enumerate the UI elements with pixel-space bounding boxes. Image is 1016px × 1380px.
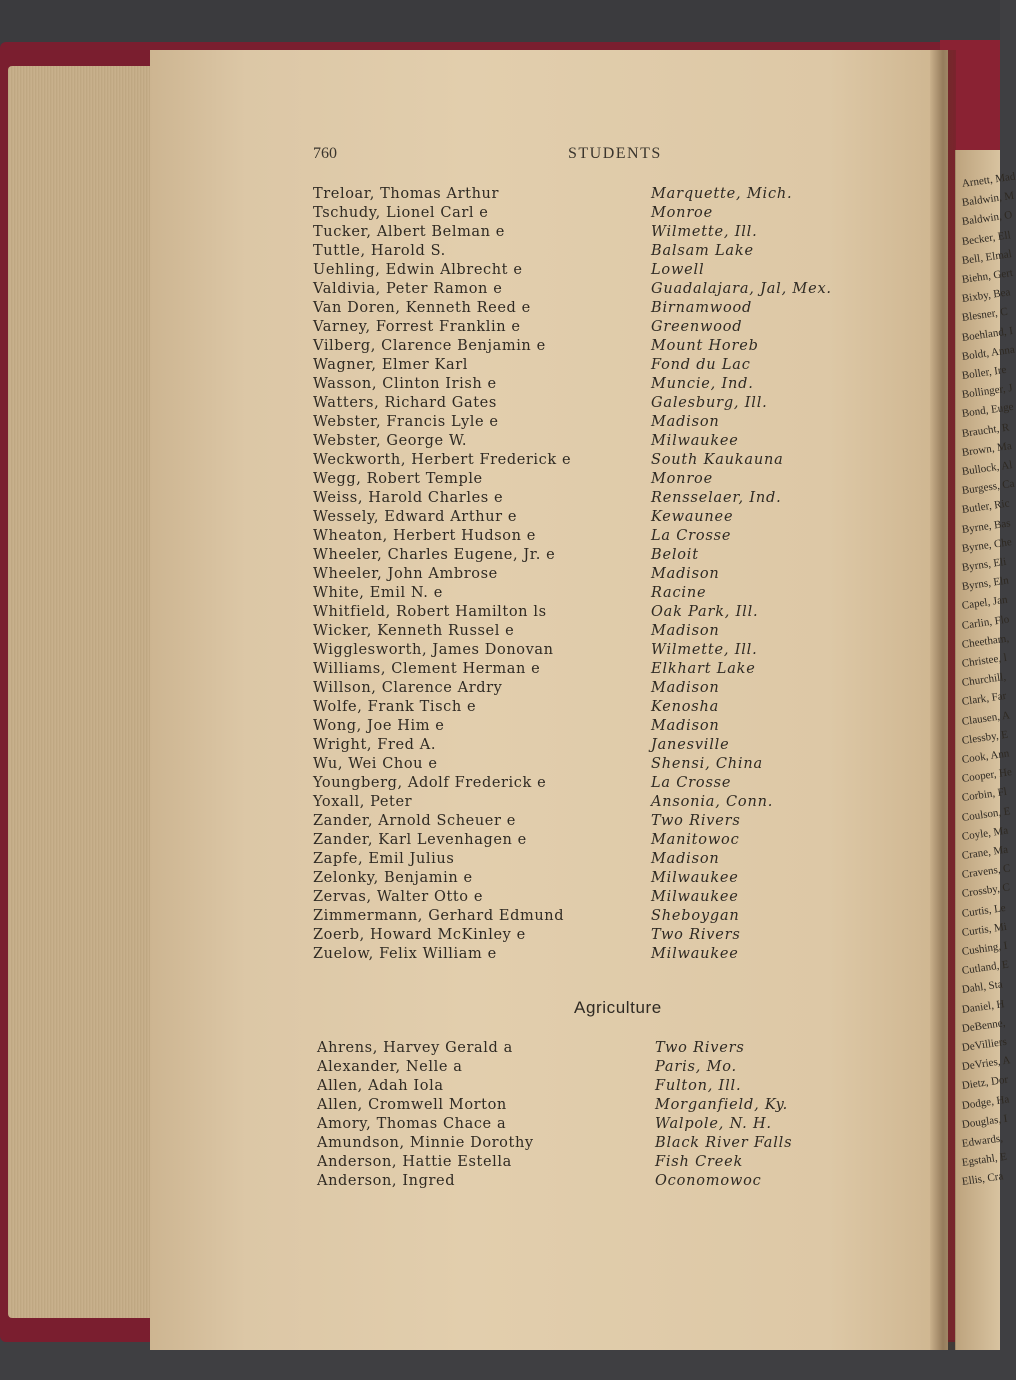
adjacent-page-line: Cooper, He xyxy=(961,766,1013,786)
entry-place: Milwaukee xyxy=(651,889,739,905)
entry-place: Two Rivers xyxy=(651,927,741,943)
entry-place: Kewaunee xyxy=(651,509,734,525)
entry-place: Wilmette, Ill. xyxy=(651,642,758,658)
entry-place: Black River Falls xyxy=(655,1135,793,1151)
adjacent-page-line: Burgess, Ca xyxy=(961,477,1016,498)
entry-name: Tucker, Albert Belman e xyxy=(313,224,505,240)
entry-name: Wegg, Robert Temple xyxy=(313,471,483,487)
entry-name: Uehling, Edwin Albrecht e xyxy=(313,262,523,278)
entry-name: Allen, Cromwell Morton xyxy=(317,1097,507,1113)
entry-name: Zelonky, Benjamin e xyxy=(313,870,473,886)
adjacent-page-line: Christee, l xyxy=(961,651,1008,670)
adjacent-page-line: Baldwin, O xyxy=(961,209,1014,229)
adjacent-page-line: Byrns, Eli xyxy=(961,555,1008,574)
adjacent-page-line: Curtis, Le xyxy=(961,901,1007,920)
adjacent-page-line: Cheetham, xyxy=(961,632,1010,651)
background xyxy=(0,0,1000,48)
entry-name: Wheaton, Herbert Hudson e xyxy=(313,528,536,544)
entry-name: Zimmermann, Gerhard Edmund xyxy=(313,908,565,924)
adjacent-page-line: Edwards, xyxy=(961,1132,1004,1150)
entry-name: Webster, Francis Lyle e xyxy=(313,414,499,430)
adjacent-page-line: Dahl, Sta xyxy=(961,978,1004,997)
entry-place: Oconomowoc xyxy=(655,1173,762,1189)
entry-place: Fulton, Ill. xyxy=(655,1078,742,1094)
entry-name: Zervas, Walter Otto e xyxy=(313,889,484,905)
entry-name: Wu, Wei Chou e xyxy=(313,756,438,772)
entry-name: Wolfe, Frank Tisch e xyxy=(313,699,477,715)
page-number: 760 xyxy=(313,145,337,162)
entry-name: Vilberg, Clarence Benjamin e xyxy=(313,338,546,354)
entry-name: Zoerb, Howard McKinley e xyxy=(313,927,526,943)
entry-place: Marquette, Mich. xyxy=(651,186,793,202)
adjacent-page-line: Cook, Ann xyxy=(961,747,1011,766)
adjacent-page-line: Douglas, I xyxy=(961,1112,1009,1131)
adjacent-page-line: Daniel, H xyxy=(961,997,1006,1016)
entry-place: Fish Creek xyxy=(655,1154,744,1170)
entry-place: Rensselaer, Ind. xyxy=(651,490,782,506)
adjacent-page-line: Arnett, Mad xyxy=(961,170,1016,190)
entry-name: Treloar, Thomas Arthur xyxy=(313,186,499,202)
adjacent-page-line: Cushing, I xyxy=(961,939,1009,958)
adjacent-page-line: Braucht, R xyxy=(961,421,1011,440)
adjacent-page-line: Dodge, Ha xyxy=(961,1093,1011,1112)
entry-name: Whitfield, Robert Hamilton ls xyxy=(313,604,547,620)
entry-name: Yoxall, Peter xyxy=(313,794,413,810)
entry-name: Williams, Clement Herman e xyxy=(313,661,541,677)
entry-name: Zapfe, Emil Julius xyxy=(313,851,455,867)
entry-name: Wasson, Clinton Irish e xyxy=(313,376,497,392)
entry-place: Fond du Lac xyxy=(651,357,751,373)
entry-place: Balsam Lake xyxy=(651,243,754,259)
entry-place: Guadalajara, Jal, Mex. xyxy=(651,281,832,297)
adjacent-page-line: Churchill, xyxy=(961,671,1007,690)
entry-name: Amundson, Minnie Dorothy xyxy=(317,1135,534,1151)
entry-name: Wheeler, Charles Eugene, Jr. e xyxy=(313,547,556,563)
entry-name: Amory, Thomas Chace a xyxy=(317,1116,507,1132)
entry-name: Valdivia, Peter Ramon e xyxy=(313,281,503,297)
entry-place: Two Rivers xyxy=(655,1040,745,1056)
entry-name: Wong, Joe Him e xyxy=(313,718,445,734)
entry-name: Allen, Adah Iola xyxy=(317,1078,444,1094)
entry-name: Webster, George W. xyxy=(313,433,468,449)
entry-name: Zander, Arnold Scheuer e xyxy=(313,813,516,829)
entry-name: Zander, Karl Levenhagen e xyxy=(313,832,527,848)
entry-place: Ansonia, Conn. xyxy=(651,794,774,810)
entry-name: Watters, Richard Gates xyxy=(313,395,497,411)
entry-place: Two Rivers xyxy=(651,813,741,829)
adjacent-page-line: Boller, Ire xyxy=(961,363,1008,382)
adjacent-page-line: Clark, Far xyxy=(961,690,1008,709)
entry-place: Elkhart Lake xyxy=(651,661,756,677)
adjacent-page-line: Bollinger, J xyxy=(961,382,1014,402)
adjacent-page-line: DeBenne, xyxy=(961,1016,1007,1035)
entry-name: Wessely, Edward Arthur e xyxy=(313,509,518,525)
adjacent-page-line: Boldt, Anna xyxy=(961,343,1016,363)
entry-name: White, Emil N. e xyxy=(313,585,443,601)
adjacent-page-line: Egstahl, E xyxy=(961,1150,1008,1170)
entry-place: Janesville xyxy=(651,737,730,753)
entry-name: Ahrens, Harvey Gerald a xyxy=(317,1040,513,1056)
entry-place: Birnamwood xyxy=(651,300,753,316)
adjacent-page-line: Ellis, Cra xyxy=(961,1170,1004,1189)
entry-place: Milwaukee xyxy=(651,433,739,449)
adjacent-page-line: Byrne, Bas xyxy=(961,516,1012,536)
entry-name: Wicker, Kenneth Russel e xyxy=(313,623,515,639)
entry-place: Mount Horeb xyxy=(651,338,759,354)
entry-place: Paris, Mo. xyxy=(655,1059,737,1075)
adjacent-page-line: Byrne, Che xyxy=(961,535,1013,555)
entry-place: Lowell xyxy=(651,262,705,278)
entry-place: South Kaukauna xyxy=(651,452,784,468)
adjacent-page-line: Dietz, Dor xyxy=(961,1073,1009,1093)
entry-place: Milwaukee xyxy=(651,870,739,886)
entry-place: Manitowoc xyxy=(651,832,740,848)
adjacent-page-line: DeVries, A xyxy=(961,1054,1012,1074)
entry-place: Galesburg, Ill. xyxy=(651,395,768,411)
entry-name: Wright, Fred A. xyxy=(313,737,437,753)
adjacent-page-line: Carlin, Flo xyxy=(961,613,1011,632)
adjacent-page-line: Blesner, C xyxy=(961,306,1009,325)
entry-place: Madison xyxy=(651,718,720,734)
entry-name: Tuttle, Harold S. xyxy=(313,243,446,259)
adjacent-page-line: Bullock, Al xyxy=(961,458,1014,478)
entry-place: Muncie, Ind. xyxy=(651,376,754,392)
entry-place: Madison xyxy=(651,566,720,582)
entry-place: Beloit xyxy=(651,547,699,563)
entry-name: Weckworth, Herbert Frederick e xyxy=(313,452,572,468)
adjacent-page-line: Coyle, Ma xyxy=(961,824,1009,843)
adjacent-page-line: Bell, Elmal xyxy=(961,247,1013,267)
adjacent-page-line: DeVilliers xyxy=(961,1035,1008,1054)
entry-place: Walpole, N. H. xyxy=(655,1116,772,1132)
entry-name: Anderson, Hattie Estella xyxy=(317,1154,512,1170)
entry-name: Wheeler, John Ambrose xyxy=(313,566,498,582)
adjacent-page-line: Baldwin, M xyxy=(961,189,1015,210)
adjacent-page-line: Cutland, E xyxy=(961,958,1010,978)
entry-place: Milwaukee xyxy=(651,946,739,962)
spine-shadow xyxy=(930,50,956,1350)
entry-name: Wagner, Elmer Karl xyxy=(313,357,468,373)
adjacent-page-line: Coulson, E xyxy=(961,804,1012,824)
adjacent-page-line: Butler, Ric xyxy=(961,497,1011,517)
entry-place: Shensi, China xyxy=(651,756,763,772)
adjacent-page-line: Corbin, Fl xyxy=(961,786,1008,805)
entry-place: Monroe xyxy=(651,205,713,221)
entry-place: La Crosse xyxy=(651,775,732,791)
adjacent-page-line: Brown, Ma xyxy=(961,439,1013,459)
adjacent-page-line: Crossby, C xyxy=(961,881,1011,901)
entry-name: Weiss, Harold Charles e xyxy=(313,490,504,506)
entry-place: Greenwood xyxy=(651,319,743,335)
adjacent-page-line: Crane, Ma xyxy=(961,843,1009,862)
entry-place: Oak Park, Ill. xyxy=(651,604,759,620)
entry-name: Zuelow, Felix William e xyxy=(313,946,497,962)
adjacent-page-line: Byrns, Eln xyxy=(961,574,1010,594)
adjacent-page-line: Cravens, C xyxy=(961,862,1012,882)
entry-name: Wigglesworth, James Donovan xyxy=(313,642,554,658)
running-head: STUDENTS xyxy=(568,145,662,162)
entry-name: Varney, Forrest Franklin e xyxy=(313,319,521,335)
page-edges xyxy=(8,66,168,1318)
adjacent-page-line: Biehn, Gert xyxy=(961,266,1014,286)
entry-place: Wilmette, Ill. xyxy=(651,224,758,240)
entry-name: Tschudy, Lionel Carl e xyxy=(313,205,489,221)
adjacent-page-line: Capel, Jan xyxy=(961,594,1009,613)
entry-name: Anderson, Ingred xyxy=(317,1173,456,1189)
entry-place: Madison xyxy=(651,851,720,867)
adjacent-page-line: Boehland, I xyxy=(961,324,1014,344)
entry-place: Madison xyxy=(651,414,720,430)
adjacent-page-line: Curtis, Mi xyxy=(961,920,1008,939)
adjacent-page-line: Bixby, Bea xyxy=(961,286,1012,306)
adjacent-page-line: Bond, Euge xyxy=(961,401,1015,421)
adjacent-page-line: Clessby, E xyxy=(961,728,1009,747)
entry-name: Alexander, Nelle a xyxy=(317,1059,463,1075)
entry-place: Racine xyxy=(651,585,707,601)
section-heading: Agriculture xyxy=(574,998,662,1017)
entry-place: Morganfield, Ky. xyxy=(655,1097,789,1113)
entry-place: La Crosse xyxy=(651,528,732,544)
entry-place: Monroe xyxy=(651,471,713,487)
adjacent-page-line: Clausen, A xyxy=(961,708,1011,728)
entry-place: Madison xyxy=(651,623,720,639)
entry-name: Willson, Clarence Ardry xyxy=(313,680,503,696)
book-page xyxy=(150,50,948,1350)
entry-name: Youngberg, Adolf Frederick e xyxy=(313,775,547,791)
adjacent-page-line: Becker, Ell xyxy=(961,228,1012,248)
entry-place: Kenosha xyxy=(651,699,720,715)
entry-place: Madison xyxy=(651,680,720,696)
entry-name: Van Doren, Kenneth Reed e xyxy=(313,300,531,316)
entry-place: Sheboygan xyxy=(651,908,740,924)
